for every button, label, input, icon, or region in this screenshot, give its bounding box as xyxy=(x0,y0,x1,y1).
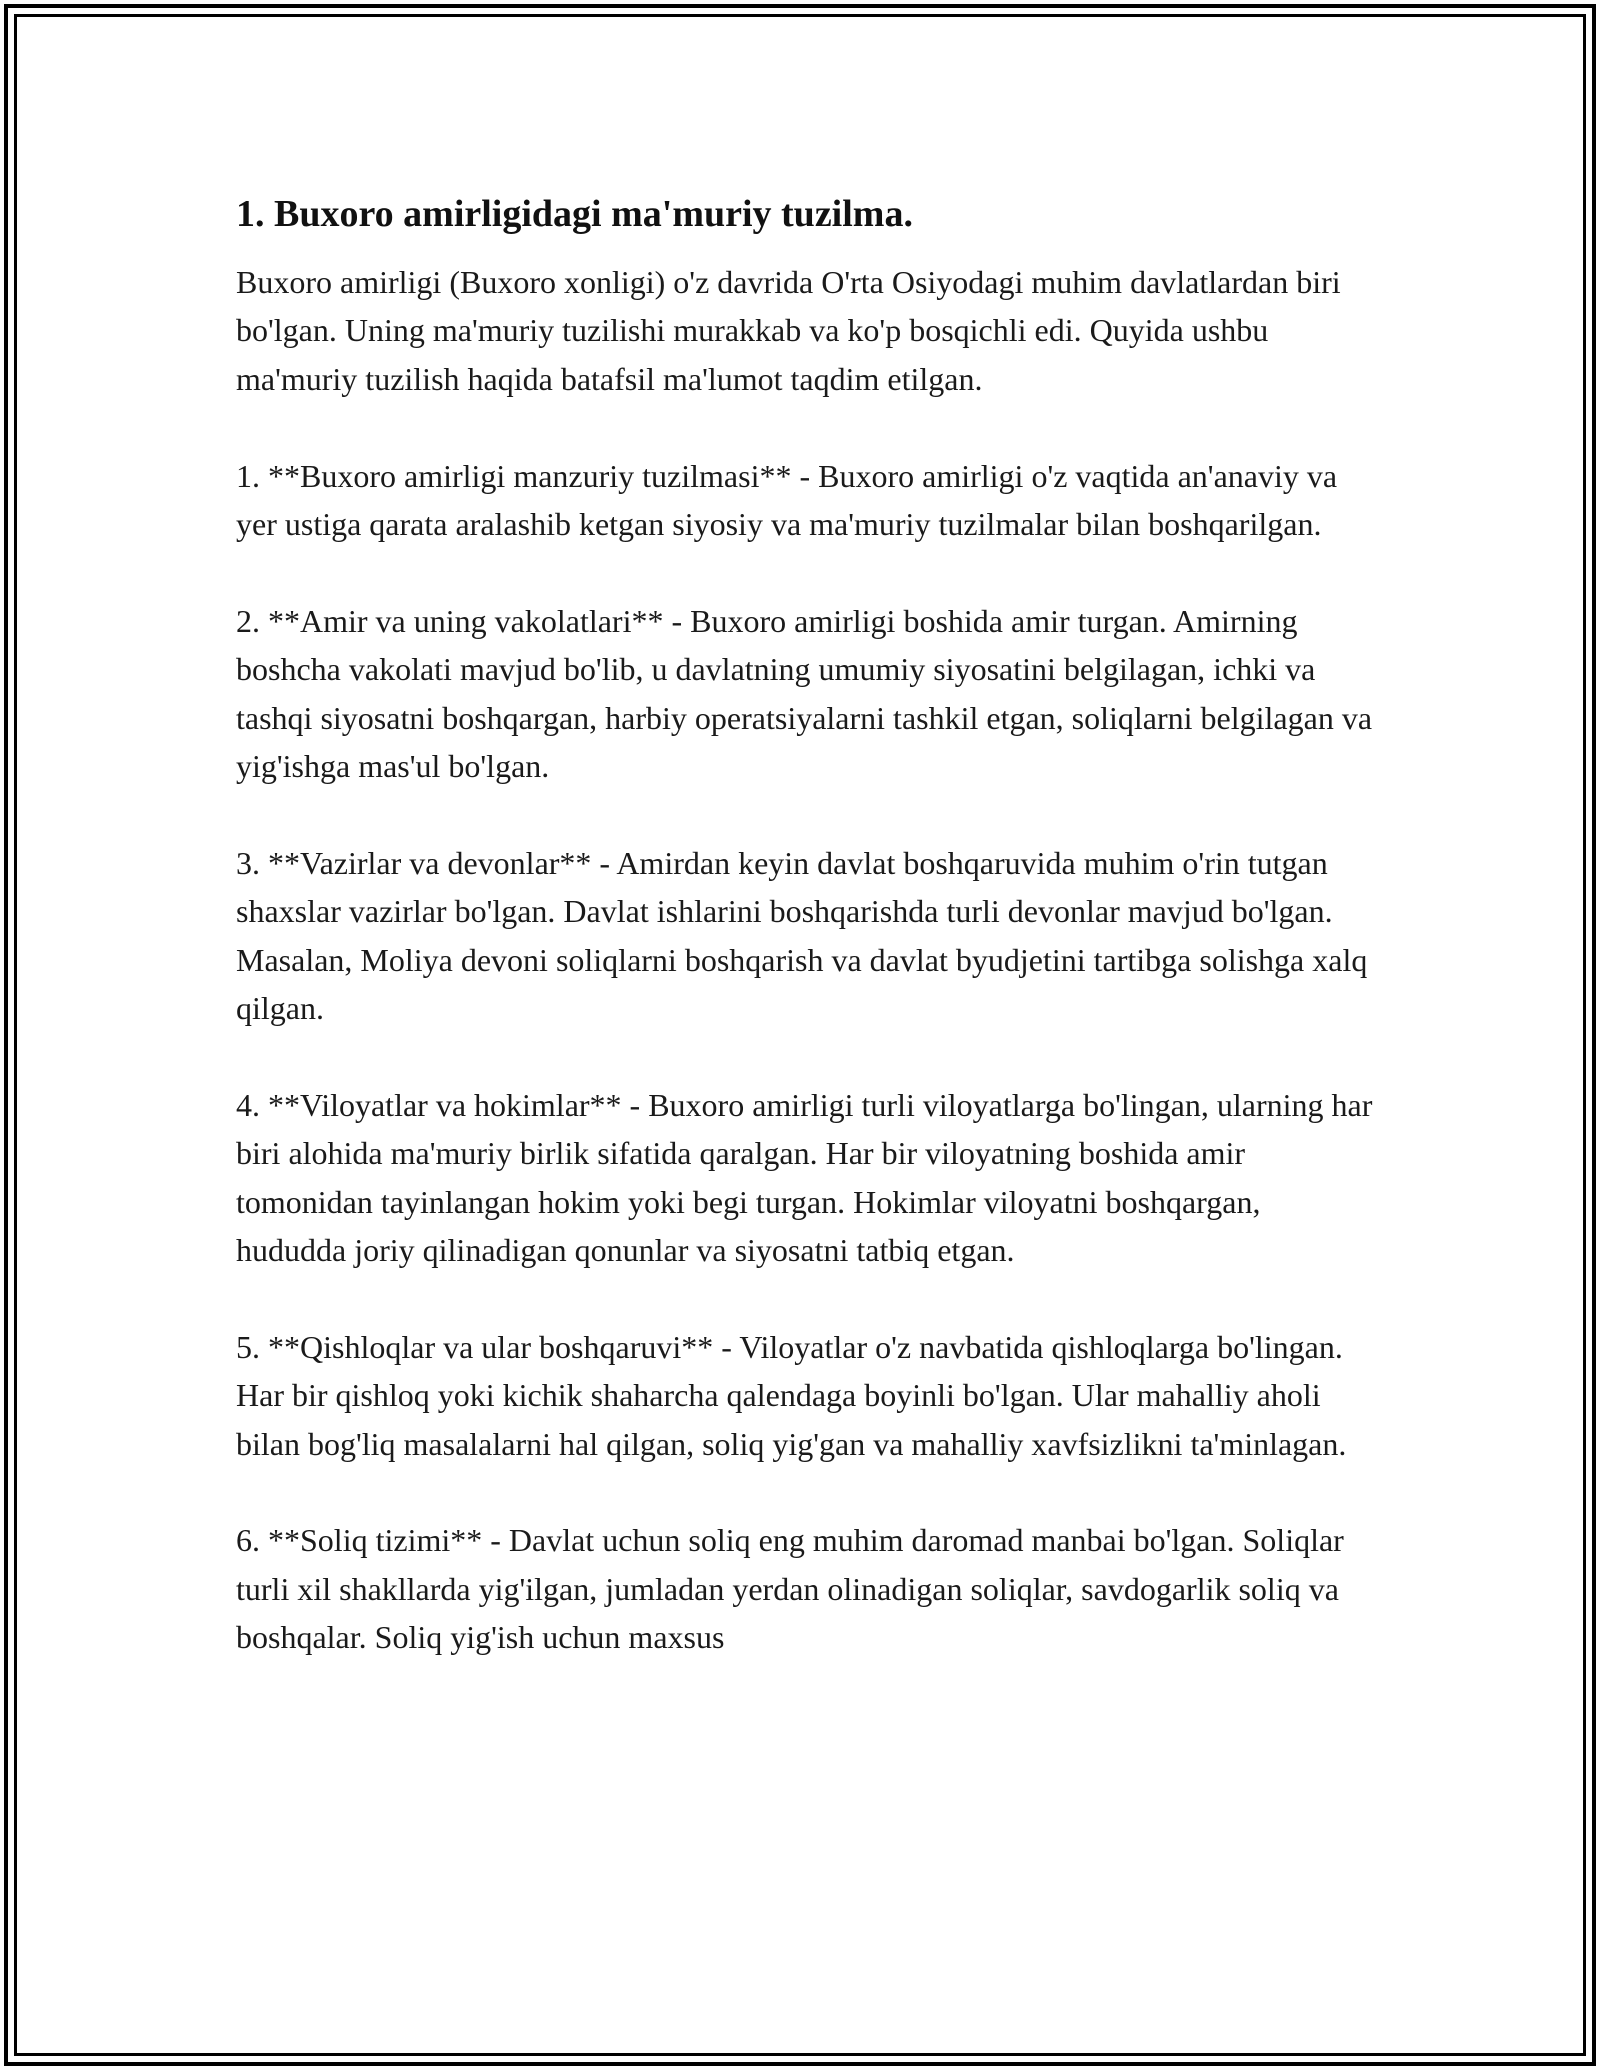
paragraph-1: 1. **Buxoro amirligi manzuriy tuzilmasi** - Buxoro amirligi o'z vaqtida an'anaviy va yer ustiga qarata aralashib ketgan siyosiy va ma'muriy tuzilmalar bilan boshqarilgan. xyxy=(236,457,1338,543)
paragraph-6: 6. **Soliq tizimi** - Davlat uchun soliq eng muhim daromad manbai bo'lgan. Soliqlar turli xil shakllarda yig'ilgan, jumladan yerdan olinadigan soliqlar, savdogarlik soliq va boshqalar. Soliq yig'ish uchun maxsus xyxy=(236,1522,1344,1656)
paragraph-3: 3. **Vazirlar va devonlar** - Amirdan keyin davlat boshqaruvida muhim o'rin tutgan shaxslar vazirlar bo'lgan. Davlat ishlarini boshqarishda turli devonlar mavjud bo'lgan. Masalan, Moliya devoni soliqlarni boshqarish va davlat byudjetini tartibga solishga xalq qilgan. xyxy=(236,844,1368,1027)
paragraph-5: 5. **Qishloqlar va ular boshqaruvi** - Viloyatlar o'z navbatida qishloqlarga bo'lingan. Har bir qishloq yoki kichik shaharcha qalendaga boyinli bo'lgan. Ular mahalliy aholi bilan bog'liq masalalarni hal qilgan, soliq yig'gan va mahalliy xavfsizlikni ta'minlagan. xyxy=(236,1328,1347,1462)
intro-paragraph: Buxoro amirligi (Buxoro xonligi) o'z davrida O'rta Osiyodagi muhim davlatlardan biri bo'lgan. Uning ma'muriy tuzilishi murakkab va ko'p bosqichli edi. Quyida ushbu ma'muriy tuzilish haqida batafsil ma'lumot taqdim etilgan. xyxy=(236,264,1341,397)
document-body xyxy=(236,186,1376,1710)
document-title: 1. Buxoro amirligidagi ma'muriy tuzilma. xyxy=(236,193,913,235)
paragraph-2: 2. **Amir va uning vakolatlari** - Buxoro amirligi boshida amir turgan. Amirning boshcha vakolati mavjud bo'lib, u davlatning umumiy siyosatini belgilagan, ichki va tashqi siyosatni boshqargan, harbiy operatsiyalarni tashkil etgan, soliqlarni belgilagan va yig'ishga mas'ul bo'lgan. xyxy=(236,602,1373,785)
paragraph-4: 4. **Viloyatlar va hokimlar** - Buxoro amirligi turli viloyatlarga bo'lingan, ularning har biri alohida ma'muriy birlik sifatida qaralgan. Har bir viloyatning boshida amir tomonidan tayinlangan hokim yoki begi turgan. Hokimlar viloyatni boshqargan, hududda joriy qilinadigan qonunlar va siyosatni tatbiq etgan. xyxy=(236,1086,1373,1269)
